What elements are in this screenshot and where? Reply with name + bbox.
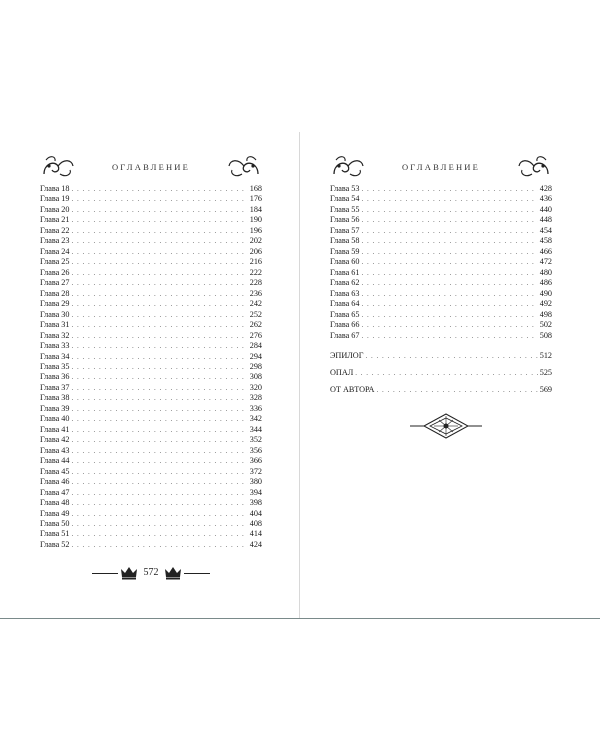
toc-entry-label: Глава 64 — [330, 299, 360, 309]
toc-leader-dots — [71, 257, 247, 267]
toc-leader-dots — [71, 372, 247, 382]
page-footer — [40, 564, 262, 584]
toc-entry-label: Глава 56 — [330, 215, 360, 225]
swirl-flourish-icon — [516, 152, 552, 182]
toc-entry — [40, 509, 262, 519]
toc-entry — [40, 372, 262, 382]
toc-entry-page: 408 — [249, 519, 262, 528]
toc-leader-dots — [71, 205, 247, 215]
toc-entry-page: 428 — [539, 184, 552, 193]
toc-entry-label: Глава 50 — [40, 519, 70, 528]
toc-entry — [40, 184, 262, 194]
toc-entry-label: Глава 23 — [40, 236, 70, 246]
toc-entry-label: Глава 39 — [40, 403, 70, 413]
toc-entry — [330, 347, 552, 364]
toc-entry-page: 276 — [249, 330, 262, 340]
toc-entry — [330, 268, 552, 278]
toc-leader-dots — [361, 205, 537, 215]
toc-entry-page: 486 — [539, 278, 552, 288]
toc-entry — [40, 320, 262, 330]
toc-leader-dots — [71, 299, 247, 309]
left-page-header — [40, 150, 262, 184]
toc-entry-page: 184 — [249, 204, 262, 214]
toc-leader-dots — [361, 184, 537, 194]
diamond-sunburst-icon — [410, 412, 482, 440]
toc-entry — [330, 278, 552, 288]
toc-entry — [40, 268, 262, 278]
toc-entry — [40, 289, 262, 299]
toc-entry-label: Глава 45 — [40, 466, 70, 476]
toc-entry-page: 196 — [249, 225, 262, 235]
toc-entry-page: 424 — [249, 539, 262, 549]
toc-entry — [40, 247, 262, 257]
toc-entry-page: 372 — [249, 466, 262, 476]
toc-entry-page: 252 — [249, 309, 262, 319]
toc-entry — [40, 519, 262, 529]
toc-entry-page: 320 — [249, 382, 262, 392]
toc-entry-label: Глава 54 — [330, 194, 360, 204]
toc-entry-label: Глава 61 — [330, 267, 360, 277]
toc-entry-label: Глава 36 — [40, 372, 70, 382]
toc-entry — [330, 257, 552, 267]
toc-entry-label: Глава 32 — [40, 330, 70, 340]
toc-entry-label: Глава 19 — [40, 194, 70, 204]
toc-entry-page: 352 — [249, 435, 262, 445]
swirl-flourish-icon — [226, 152, 262, 182]
toc-entry — [330, 226, 552, 236]
toc-entry — [40, 362, 262, 372]
toc-entry-label: Глава 27 — [40, 278, 70, 288]
toc-entry-page: 344 — [249, 424, 262, 434]
toc-entry — [330, 310, 552, 320]
footer-rule — [92, 573, 118, 574]
toc-entry-label: Глава 51 — [40, 529, 70, 539]
toc-entry — [40, 236, 262, 246]
toc-leader-dots — [71, 529, 247, 539]
toc-leader-dots — [361, 278, 537, 288]
toc-entry-label: Глава 31 — [40, 320, 70, 330]
toc-entry — [40, 215, 262, 225]
toc-entry — [40, 456, 262, 466]
toc-entry-label: Глава 62 — [330, 278, 360, 288]
toc-entry-label: Глава 52 — [40, 539, 70, 549]
toc-entry-label: Глава 65 — [330, 309, 360, 319]
toc-entry-page: 262 — [249, 320, 262, 330]
right-page-header — [330, 150, 552, 184]
toc-leader-dots — [361, 289, 537, 299]
toc-entry — [40, 383, 262, 393]
right-page — [330, 150, 552, 398]
toc-entry — [330, 236, 552, 246]
toc-entry-page: 414 — [249, 529, 262, 539]
toc-entry-page: 284 — [249, 341, 262, 351]
page-number: 572 — [143, 567, 159, 578]
toc-entry-page: 298 — [249, 361, 262, 371]
toc-entry-page: 498 — [539, 309, 552, 319]
toc-entry-page: 490 — [539, 288, 552, 298]
toc-leader-dots — [71, 519, 247, 529]
toc-entry-page: 336 — [249, 403, 262, 413]
toc-leader-dots — [71, 278, 247, 288]
toc-leader-dots — [361, 268, 537, 278]
toc-entry — [330, 205, 552, 215]
toc-leader-dots — [71, 341, 247, 351]
toc-entry — [330, 299, 552, 309]
toc-entry — [330, 215, 552, 225]
toc-entry-page: 328 — [249, 393, 262, 403]
toc-leader-dots — [71, 362, 247, 372]
toc-entry — [40, 257, 262, 267]
toc-entry-label: Глава 43 — [40, 445, 70, 455]
toc-entry-label: Глава 57 — [330, 225, 360, 235]
toc-leader-dots — [71, 352, 247, 362]
toc-entry-label: ОТ АВТОРА — [330, 385, 375, 395]
toc-entry-label: Глава 34 — [40, 351, 70, 361]
toc-entry-page: 569 — [539, 385, 552, 395]
toc-entry-label: Глава 37 — [40, 382, 70, 392]
toc-entry — [40, 425, 262, 435]
toc-entry-page: 342 — [249, 414, 262, 424]
toc-entry-label: Глава 49 — [40, 508, 70, 518]
toc-entry-label: Глава 18 — [40, 184, 70, 193]
toc-leader-dots — [71, 289, 247, 299]
toc-entry-page: 242 — [249, 299, 262, 309]
left-page — [40, 150, 262, 550]
toc-entry-label: Глава 22 — [40, 225, 70, 235]
toc-leader-dots — [361, 236, 537, 246]
toc-entry-page: 380 — [249, 477, 262, 487]
toc-entry-page: 356 — [249, 445, 262, 455]
toc-entry-page: 398 — [249, 498, 262, 508]
toc-leader-dots — [71, 236, 247, 246]
toc-entry-page: 436 — [539, 194, 552, 204]
toc-entry-label: Глава 67 — [330, 330, 360, 340]
toc-leader-dots — [71, 268, 247, 278]
toc-leader-dots — [71, 247, 247, 257]
toc-entry — [40, 299, 262, 309]
toc-entry-label: Глава 46 — [40, 477, 70, 487]
toc-entry-page: 404 — [249, 508, 262, 518]
toc-leader-dots — [361, 194, 537, 204]
toc-entry-label: Глава 47 — [40, 487, 70, 497]
toc-leader-dots — [71, 540, 247, 550]
toc-leader-dots — [71, 320, 247, 330]
toc-entry-label: Глава 60 — [330, 257, 360, 267]
toc-entry-page: 448 — [539, 215, 552, 225]
toc-leader-dots — [71, 488, 247, 498]
toc-entry-label: Глава 29 — [40, 299, 70, 309]
toc-entry-label: Глава 42 — [40, 435, 70, 445]
crown-icon — [164, 566, 182, 580]
toc-entry-page: 458 — [539, 236, 552, 246]
toc-entry-label: Глава 53 — [330, 184, 360, 193]
toc-entry-page: 228 — [249, 278, 262, 288]
toc-leader-dots — [71, 425, 247, 435]
toc-entry-label: Глава 35 — [40, 361, 70, 371]
toc-entry-page: 294 — [249, 351, 262, 361]
toc-leader-dots — [71, 414, 247, 424]
toc-entry-page: 216 — [249, 257, 262, 267]
toc-entry-label: Глава 59 — [330, 246, 360, 256]
toc-entry-label: Глава 41 — [40, 424, 70, 434]
toc-entry-page: 190 — [249, 215, 262, 225]
toc-entry-label: ЭПИЛОГ — [330, 351, 364, 361]
toc-leader-dots — [361, 247, 537, 257]
toc-list — [40, 184, 262, 550]
toc-entry-page: 206 — [249, 246, 262, 256]
toc-leader-dots — [71, 456, 247, 466]
toc-entry-label: Глава 40 — [40, 414, 70, 424]
toc-entry-page: 480 — [539, 267, 552, 277]
book-gutter — [299, 132, 300, 618]
toc-entry — [40, 278, 262, 288]
toc-entry-page: 236 — [249, 288, 262, 298]
toc-entry-label: Глава 21 — [40, 215, 70, 225]
toc-leader-dots — [71, 509, 247, 519]
page-title: ОГЛАВЛЕНИЕ — [401, 162, 481, 172]
toc-entry-label: Глава 66 — [330, 320, 360, 330]
toc-entry — [40, 529, 262, 539]
toc-entry — [40, 393, 262, 403]
toc-leader-dots — [71, 226, 247, 236]
toc-leader-dots — [355, 365, 537, 381]
toc-entry — [330, 289, 552, 299]
toc-entry-page: 472 — [539, 257, 552, 267]
toc-entry-label: Глава 55 — [330, 204, 360, 214]
toc-entry-page: 508 — [539, 330, 552, 340]
toc-entry — [40, 477, 262, 487]
toc-entry — [40, 435, 262, 445]
toc-entry-label: Глава 28 — [40, 288, 70, 298]
toc-entry-page: 466 — [539, 246, 552, 256]
toc-entry-page: 168 — [249, 184, 262, 193]
toc-entry-label: Глава 20 — [40, 204, 70, 214]
toc-leader-dots — [361, 320, 537, 330]
toc-entry-page: 308 — [249, 372, 262, 382]
toc-sections-list — [330, 347, 552, 398]
toc-entry-page: 366 — [249, 456, 262, 466]
toc-entry-page: 454 — [539, 225, 552, 235]
page-title: ОГЛАВЛЕНИЕ — [111, 162, 191, 172]
toc-entry-page: 512 — [539, 351, 552, 361]
toc-entry-label: Глава 58 — [330, 236, 360, 246]
toc-entry-label: Глава 25 — [40, 257, 70, 267]
toc-entry — [40, 331, 262, 341]
toc-leader-dots — [361, 310, 537, 320]
toc-entry — [40, 205, 262, 215]
toc-leader-dots — [365, 348, 537, 364]
toc-entry — [40, 226, 262, 236]
toc-entry-page: 525 — [539, 368, 552, 378]
toc-entry — [40, 404, 262, 414]
toc-entry — [40, 194, 262, 204]
toc-leader-dots — [71, 467, 247, 477]
toc-leader-dots — [71, 477, 247, 487]
toc-entry — [330, 331, 552, 341]
toc-entry — [330, 247, 552, 257]
toc-entry-label: Глава 48 — [40, 498, 70, 508]
toc-entry — [40, 498, 262, 508]
toc-entry — [330, 184, 552, 194]
toc-leader-dots — [71, 194, 247, 204]
toc-leader-dots — [361, 215, 537, 225]
toc-entry-label: Глава 26 — [40, 267, 70, 277]
toc-entry — [330, 364, 552, 381]
toc-entry — [330, 381, 552, 398]
toc-leader-dots — [361, 299, 537, 309]
toc-leader-dots — [71, 215, 247, 225]
toc-leader-dots — [361, 226, 537, 236]
toc-leader-dots — [71, 404, 247, 414]
toc-entry — [40, 352, 262, 362]
toc-leader-dots — [71, 184, 247, 194]
toc-entry — [330, 320, 552, 330]
spread-bottom-edge — [0, 618, 600, 619]
toc-entry — [40, 488, 262, 498]
toc-entry-label: Глава 63 — [330, 288, 360, 298]
toc-entry-page: 394 — [249, 487, 262, 497]
toc-leader-dots — [71, 383, 247, 393]
toc-list — [330, 184, 552, 341]
toc-entry — [40, 540, 262, 550]
toc-leader-dots — [361, 331, 537, 341]
toc-leader-dots — [71, 435, 247, 445]
toc-leader-dots — [71, 393, 247, 403]
toc-entry-page: 492 — [539, 299, 552, 309]
toc-entry — [330, 194, 552, 204]
toc-leader-dots — [71, 498, 247, 508]
toc-entry — [40, 467, 262, 477]
toc-entry-page: 502 — [539, 320, 552, 330]
toc-entry — [40, 341, 262, 351]
toc-leader-dots — [71, 331, 247, 341]
toc-leader-dots — [71, 310, 247, 320]
footer-rule — [184, 573, 210, 574]
crown-icon — [120, 566, 138, 580]
toc-entry-label: Глава 33 — [40, 341, 70, 351]
toc-entry — [40, 310, 262, 320]
toc-entry-page: 440 — [539, 204, 552, 214]
toc-leader-dots — [71, 446, 247, 456]
toc-entry-label: ОПАЛ — [330, 368, 354, 378]
toc-entry-label: Глава 30 — [40, 309, 70, 319]
toc-entry-label: Глава 44 — [40, 456, 70, 466]
toc-entry — [40, 414, 262, 424]
toc-entry-label: Глава 38 — [40, 393, 70, 403]
toc-entry-label: Глава 24 — [40, 246, 70, 256]
toc-leader-dots — [361, 257, 537, 267]
toc-entry-page: 176 — [249, 194, 262, 204]
toc-entry — [40, 446, 262, 456]
toc-leader-dots — [376, 382, 537, 398]
toc-entry-page: 202 — [249, 236, 262, 246]
toc-entry-page: 222 — [249, 267, 262, 277]
